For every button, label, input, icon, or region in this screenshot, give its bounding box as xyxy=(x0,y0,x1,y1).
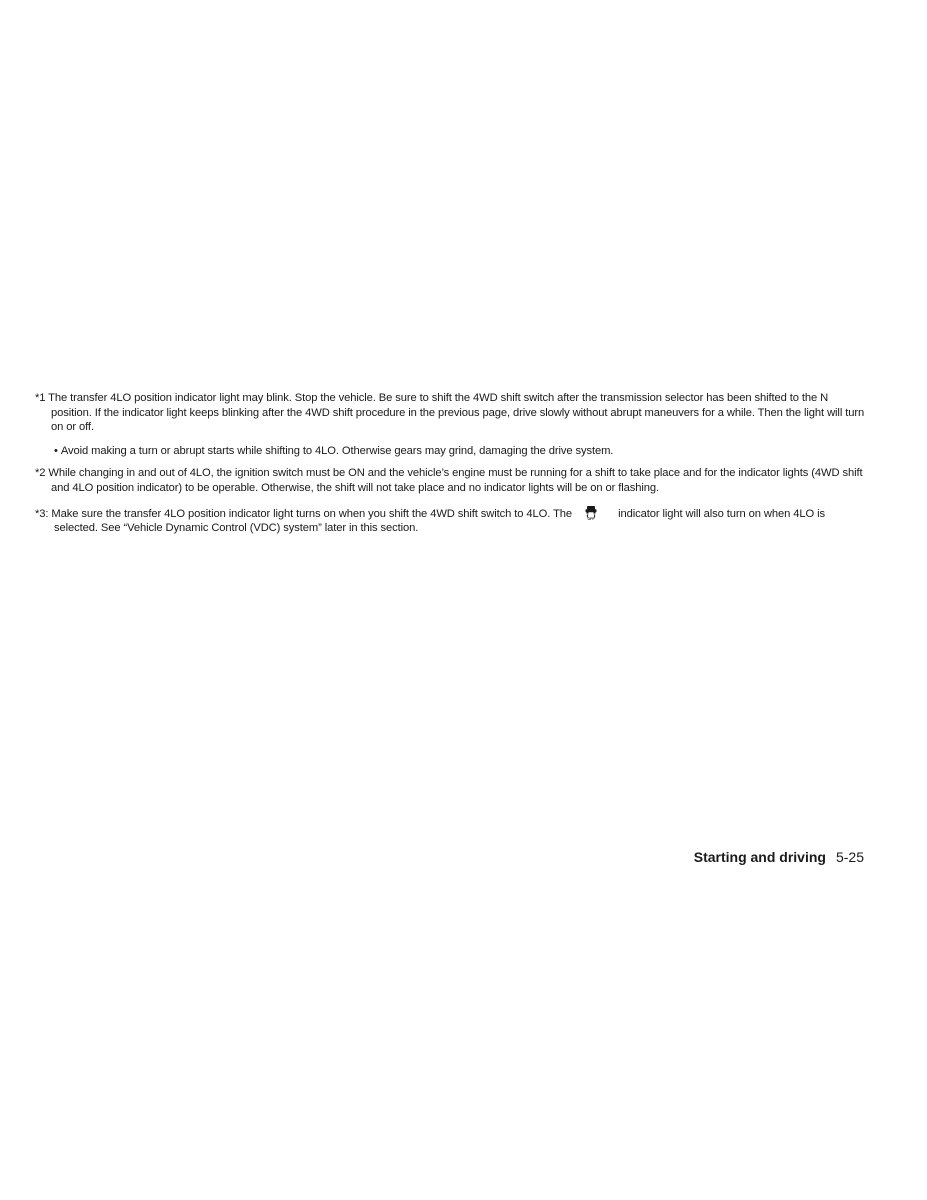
section-title: Starting and driving xyxy=(693,849,826,865)
footnote-1-text: *1 The transfer 4LO position indicator light may blink. Stop the vehicle. Be sure to shift the 4WD shift switch after the transmission selector has been shifted to the N position. If the indicator light keeps blinking after the 4WD shift procedure in the previous page, drive slowly without abrupt maneuvers for a while. Then the light will turn on or off. xyxy=(35,392,865,434)
vdc-off-icon-label: OFF xyxy=(587,516,595,520)
footnote-3-text-before: *3: Make sure the transfer 4LO position indicator light turns on when you shift the 4WD shift switch to 4LO. The xyxy=(35,507,573,520)
footnote-2-text: *2 While changing in and out of 4LO, the ignition switch must be ON and the vehicle’s engine must be running for a shift to take place and for the indicator lights (4WD shift and 4LO position indicator) to be operable. Otherwise, the shift will not take place and no indicator lights will be on or flashing. xyxy=(35,467,863,494)
footnote-3 xyxy=(35,505,867,536)
footnote-2 xyxy=(35,466,867,495)
vdc-off-icon xyxy=(580,505,602,520)
bullet-marker: • xyxy=(54,444,58,457)
page-footer xyxy=(694,848,864,866)
footnote-3-text-after: indicator light will also turn on when 4LO is selected. See “Vehicle Dynamic Control (VDC) system” later in this section. xyxy=(54,507,825,535)
footnote-1-bullet-text: Avoid making a turn or abrupt starts while shifting to 4LO. Otherwise gears may grind, damaging the drive system. xyxy=(60,444,614,457)
footnote-1-bullet xyxy=(35,444,867,459)
footnote-1 xyxy=(35,391,867,435)
footnotes xyxy=(35,391,867,536)
page-number: 5-25 xyxy=(835,849,864,865)
